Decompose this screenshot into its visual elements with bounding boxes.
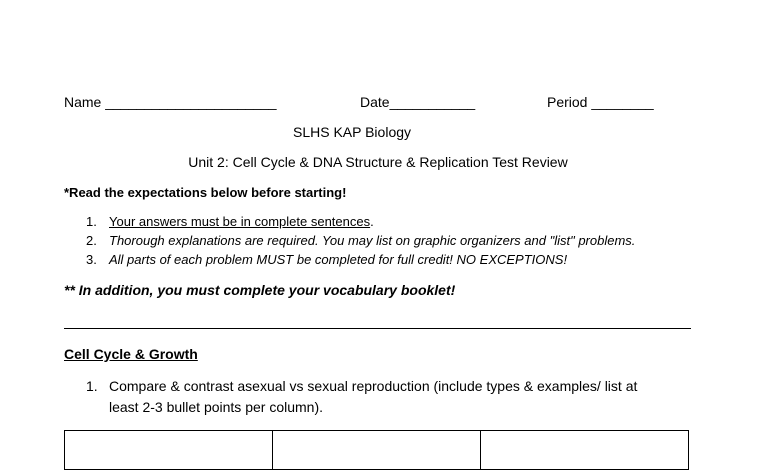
list-number: 1. bbox=[86, 214, 97, 229]
list-item: Thorough explanations are required. You may list on graphic organizers and "list" problems. bbox=[109, 233, 636, 248]
question-text-line-2: least 2-3 bullet points per column). bbox=[109, 399, 323, 415]
unit-title: Unit 2: Cell Cycle & DNA Structure & Replication Test Review bbox=[188, 154, 568, 170]
date-field-label: Date___________ bbox=[360, 94, 476, 110]
comparison-table bbox=[64, 430, 689, 470]
list-number: 3. bbox=[86, 252, 97, 267]
name-field-label: Name ______________________ bbox=[64, 94, 277, 110]
horizontal-rule bbox=[64, 328, 691, 329]
vocab-note: ** In addition, you must complete your vocabulary booklet! bbox=[64, 282, 456, 298]
list-item bbox=[109, 214, 374, 229]
period-field-label: Period ________ bbox=[547, 94, 654, 110]
table-cell bbox=[481, 431, 688, 469]
school-title: SLHS KAP Biology bbox=[292, 124, 412, 140]
table-cell bbox=[273, 431, 481, 469]
table-cell bbox=[65, 431, 273, 469]
question-number: 1. bbox=[86, 378, 98, 394]
list-item-suffix: . bbox=[370, 214, 374, 229]
question-text-line-1: Compare & contrast asexual vs sexual reproduction (include types & examples/ list at bbox=[109, 378, 638, 394]
list-item: All parts of each problem MUST be completed for full credit! NO EXCEPTIONS! bbox=[109, 252, 568, 267]
list-item-underlined: Your answers must be in complete sentences bbox=[109, 214, 371, 229]
expectations-intro: *Read the expectations below before starting! bbox=[64, 185, 347, 200]
section-heading: Cell Cycle & Growth bbox=[64, 346, 198, 362]
list-number: 2. bbox=[86, 233, 97, 248]
